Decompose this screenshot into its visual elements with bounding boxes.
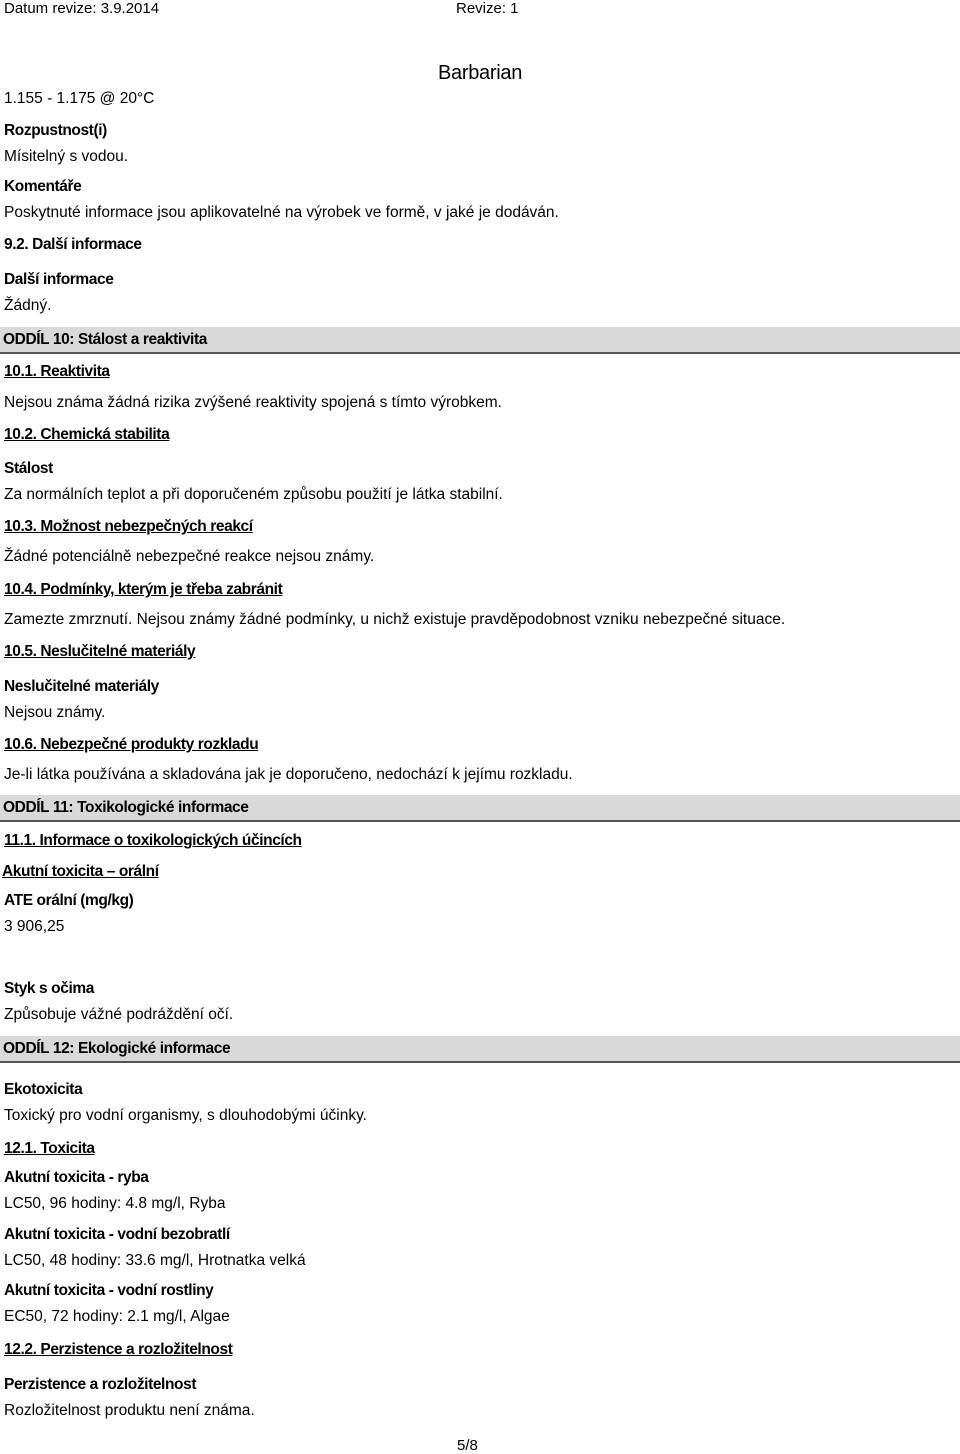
acute-toxicity-plants-label: Akutní toxicita - vodní rostliny [4, 1282, 214, 1299]
solubility-label: Rozpustnost(i) [4, 122, 107, 139]
stability-value: Za normálních teplot a při doporučeném způsobu použití je látka stabilní. [4, 486, 503, 503]
eye-contact-value: Způsobuje vážné podráždění očí. [4, 1006, 234, 1023]
acute-toxicity-fish-label: Akutní toxicita - ryba [4, 1169, 149, 1186]
other-info-label: Další informace [4, 271, 114, 288]
hazardous-reactions-text: Žádné potenciálně nebezpečné reakce nejsou známy. [4, 548, 375, 565]
section-11-title: ODDÍL 11: Toxikologické informace [3, 799, 249, 816]
ecotoxicity-value: Toxický pro vodní organismy, s dlouhodobými účinky. [4, 1107, 367, 1124]
subsection-10-4: 10.4. Podmínky, kterým je třeba zabránit [4, 581, 283, 598]
section-11-header [0, 795, 960, 822]
incompatible-materials-value: Nejsou známy. [4, 704, 106, 721]
section-10-header [0, 327, 960, 354]
subsection-10-3: 10.3. Možnost nebezpečných reakcí [4, 518, 253, 535]
acute-toxicity-invertebrates-label: Akutní toxicita - vodní bezobratlí [4, 1226, 230, 1243]
section-10-title: ODDÍL 10: Stálost a reaktivita [3, 331, 207, 348]
revision-number: Revize: 1 [456, 0, 519, 17]
page-number: 5/8 [457, 1437, 478, 1454]
conditions-to-avoid-text: Zamezte zmrznutí. Nejsou známy žádné podmínky, u nichž existuje pravděpodobnost vzniku nebezpečné situace. [4, 611, 786, 628]
subsection-12-2: 12.2. Perzistence a rozložitelnost [4, 1341, 233, 1358]
stability-label: Stálost [4, 460, 53, 477]
density-value: 1.155 - 1.175 @ 20°C [4, 90, 155, 107]
subsection-10-6: 10.6. Nebezpečné produkty rozkladu [4, 736, 259, 753]
persistence-label: Perzistence a rozložitelnost [4, 1376, 197, 1393]
reactivity-text: Nejsou známa žádná rizika zvýšené reaktivity spojená s tímto výrobkem. [4, 394, 502, 411]
document-title: Barbarian [438, 62, 523, 84]
acute-toxicity-invertebrates-value: LC50, 48 hodiny: 33.6 mg/l, Hrotnatka velká [4, 1252, 306, 1269]
other-info-value: Žádný. [4, 297, 52, 314]
section-12-header [0, 1036, 960, 1063]
eye-contact-label: Styk s očima [4, 980, 94, 997]
ate-oral-label: ATE orální (mg/kg) [4, 892, 134, 909]
section-12-title: ODDÍL 12: Ekologické informace [3, 1040, 231, 1057]
solubility-value: Mísitelný s vodou. [4, 148, 129, 165]
acute-toxicity-plants-value: EC50, 72 hodiny: 2.1 mg/l, Algae [4, 1308, 230, 1325]
incompatible-materials-label: Neslučitelné materiály [4, 678, 159, 695]
subsection-10-5: 10.5. Neslučitelné materiály [4, 643, 196, 660]
subsection-12-1: 12.1. Toxicita [4, 1140, 95, 1157]
persistence-value: Rozložitelnost produktu není známa. [4, 1402, 255, 1419]
revision-date: Datum revize: 3.9.2014 [4, 0, 160, 17]
acute-oral-toxicity-label: Akutní toxicita – orální [2, 863, 159, 880]
comments-label: Komentáře [4, 178, 82, 195]
subsection-9-2: 9.2. Další informace [4, 236, 142, 253]
subsection-10-2: 10.2. Chemická stabilita [4, 426, 170, 443]
ecotoxicity-label: Ekotoxicita [4, 1081, 83, 1098]
subsection-10-1: 10.1. Reaktivita [4, 363, 110, 380]
comments-value: Poskytnuté informace jsou aplikovatelné na výrobek ve formě, v jaké je dodáván. [4, 204, 559, 221]
ate-oral-value: 3 906,25 [4, 918, 65, 935]
decomposition-text: Je-li látka používána a skladována jak je doporučeno, nedochází k jejímu rozkladu. [4, 766, 573, 783]
acute-toxicity-fish-value: LC50, 96 hodiny: 4.8 mg/l, Ryba [4, 1195, 226, 1212]
subsection-11-1: 11.1. Informace o toxikologických účincích [4, 832, 302, 849]
